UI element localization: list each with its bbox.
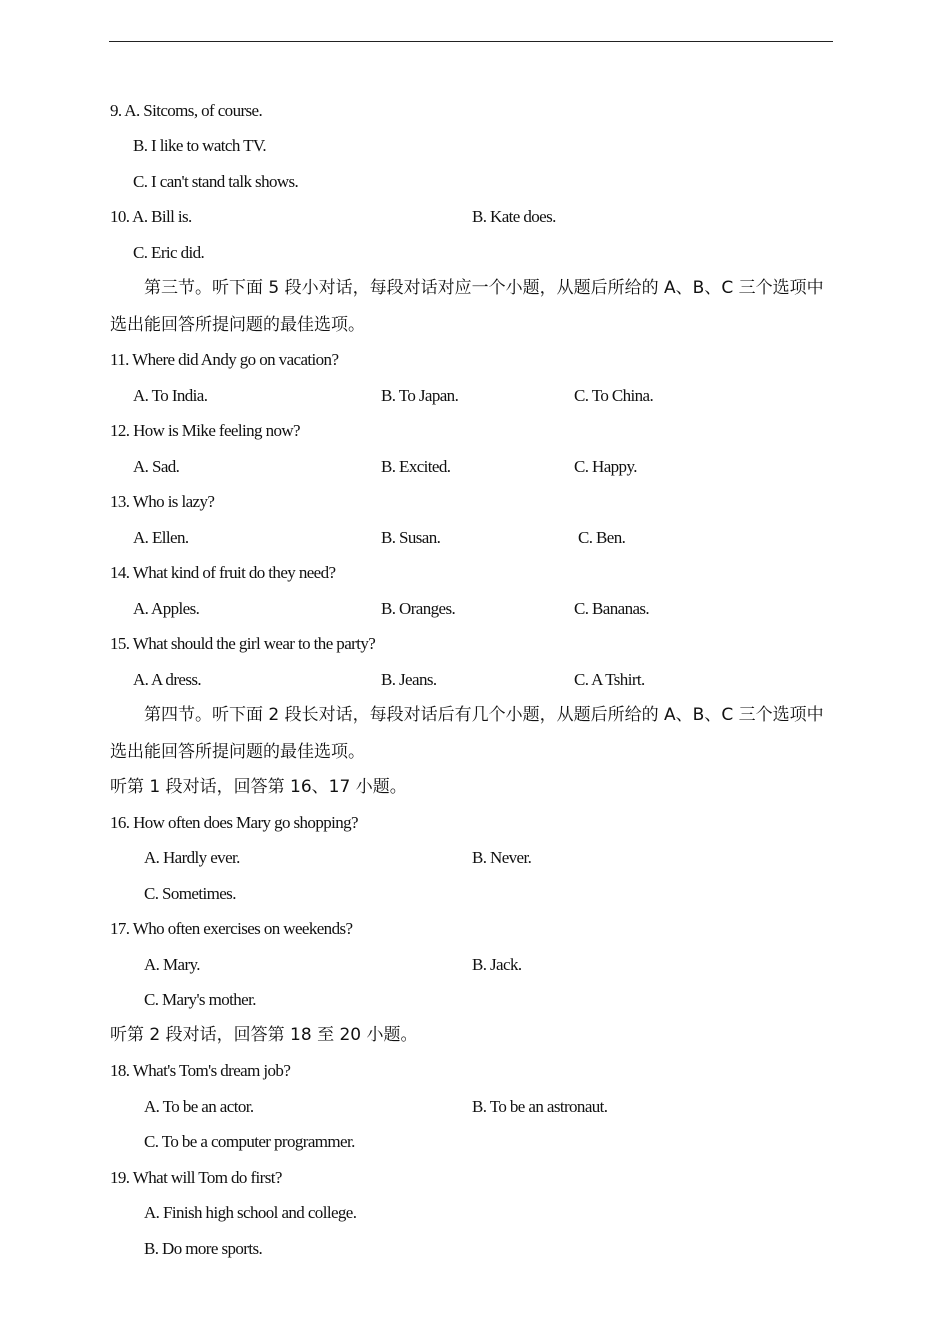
- q18-option-c: C. To be a computer programmer.: [144, 1132, 355, 1151]
- q13-option-a: A. Ellen.: [133, 528, 189, 547]
- q18-question: 18. What's Tom's dream job?: [110, 1061, 291, 1080]
- q9-option-a: 9. A. Sitcoms, of course.: [110, 101, 263, 120]
- q15-option-c: C. A Tshirt.: [574, 670, 645, 689]
- q13-option-c: C. Ben.: [578, 528, 626, 547]
- q10-option-a: 10. A. Bill is.: [110, 207, 192, 226]
- q13-option-b: B. Susan.: [381, 528, 441, 547]
- q14-option-b: B. Oranges.: [381, 599, 456, 618]
- q16-option-b: B. Never.: [472, 848, 532, 867]
- q17-question: 17. Who often exercises on weekends?: [110, 919, 353, 938]
- q19-option-b: B. Do more sports.: [144, 1239, 263, 1258]
- q12-question: 12. How is Mike feeling now?: [110, 421, 300, 440]
- q18-option-b: B. To be an astronaut.: [472, 1097, 608, 1116]
- header-rule: [109, 41, 833, 42]
- q11-option-a: A. To India.: [133, 386, 208, 405]
- q13-question: 13. Who is lazy?: [110, 492, 215, 511]
- section3-instruction-line2: 选出能回答所提问题的最佳选项。: [110, 315, 365, 335]
- q17-option-b: B. Jack.: [472, 955, 522, 974]
- q10-option-c: C. Eric did.: [133, 243, 205, 262]
- q16-question: 16. How often does Mary go shopping?: [110, 813, 359, 832]
- q12-option-c: C. Happy.: [574, 457, 637, 476]
- dialog2-intro: 听第 2 段对话，回答第 18 至 20 小题。: [110, 1025, 418, 1045]
- dialog1-intro: 听第 1 段对话，回答第 16、17 小题。: [110, 777, 407, 797]
- q17-option-c: C. Mary's mother.: [144, 990, 256, 1009]
- q15-option-a: A. A dress.: [133, 670, 202, 689]
- q19-option-a: A. Finish high school and college.: [144, 1203, 357, 1222]
- q17-option-a: A. Mary.: [144, 955, 200, 974]
- q11-question: 11. Where did Andy go on vacation?: [110, 350, 339, 369]
- q9-option-b: B. I like to watch TV.: [133, 136, 267, 155]
- q15-question: 15. What should the girl wear to the party?: [110, 634, 376, 653]
- q14-option-a: A. Apples.: [133, 599, 200, 618]
- q14-question: 14. What kind of fruit do they need?: [110, 563, 336, 582]
- section3-instruction-line1: 第三节。听下面 5 段小对话，每段对话对应一个小题，从题后所给的 A、B、C 三个选项中: [144, 278, 824, 298]
- q11-option-c: C. To China.: [574, 386, 654, 405]
- q19-question: 19. What will Tom do first?: [110, 1168, 282, 1187]
- q15-option-b: B. Jeans.: [381, 670, 437, 689]
- q11-option-b: B. To Japan.: [381, 386, 459, 405]
- q16-option-c: C. Sometimes.: [144, 884, 236, 903]
- q10-option-b: B. Kate does.: [472, 207, 556, 226]
- q14-option-c: C. Bananas.: [574, 599, 650, 618]
- q12-option-b: B. Excited.: [381, 457, 451, 476]
- q16-option-a: A. Hardly ever.: [144, 848, 240, 867]
- q18-option-a: A. To be an actor.: [144, 1097, 254, 1116]
- q9-option-c: C. I can't stand talk shows.: [133, 172, 299, 191]
- section4-instruction-line1: 第四节。听下面 2 段长对话，每段对话后有几个小题，从题后所给的 A、B、C 三个选项中: [144, 705, 824, 725]
- q12-option-a: A. Sad.: [133, 457, 180, 476]
- section4-instruction-line2: 选出能回答所提问题的最佳选项。: [110, 742, 365, 762]
